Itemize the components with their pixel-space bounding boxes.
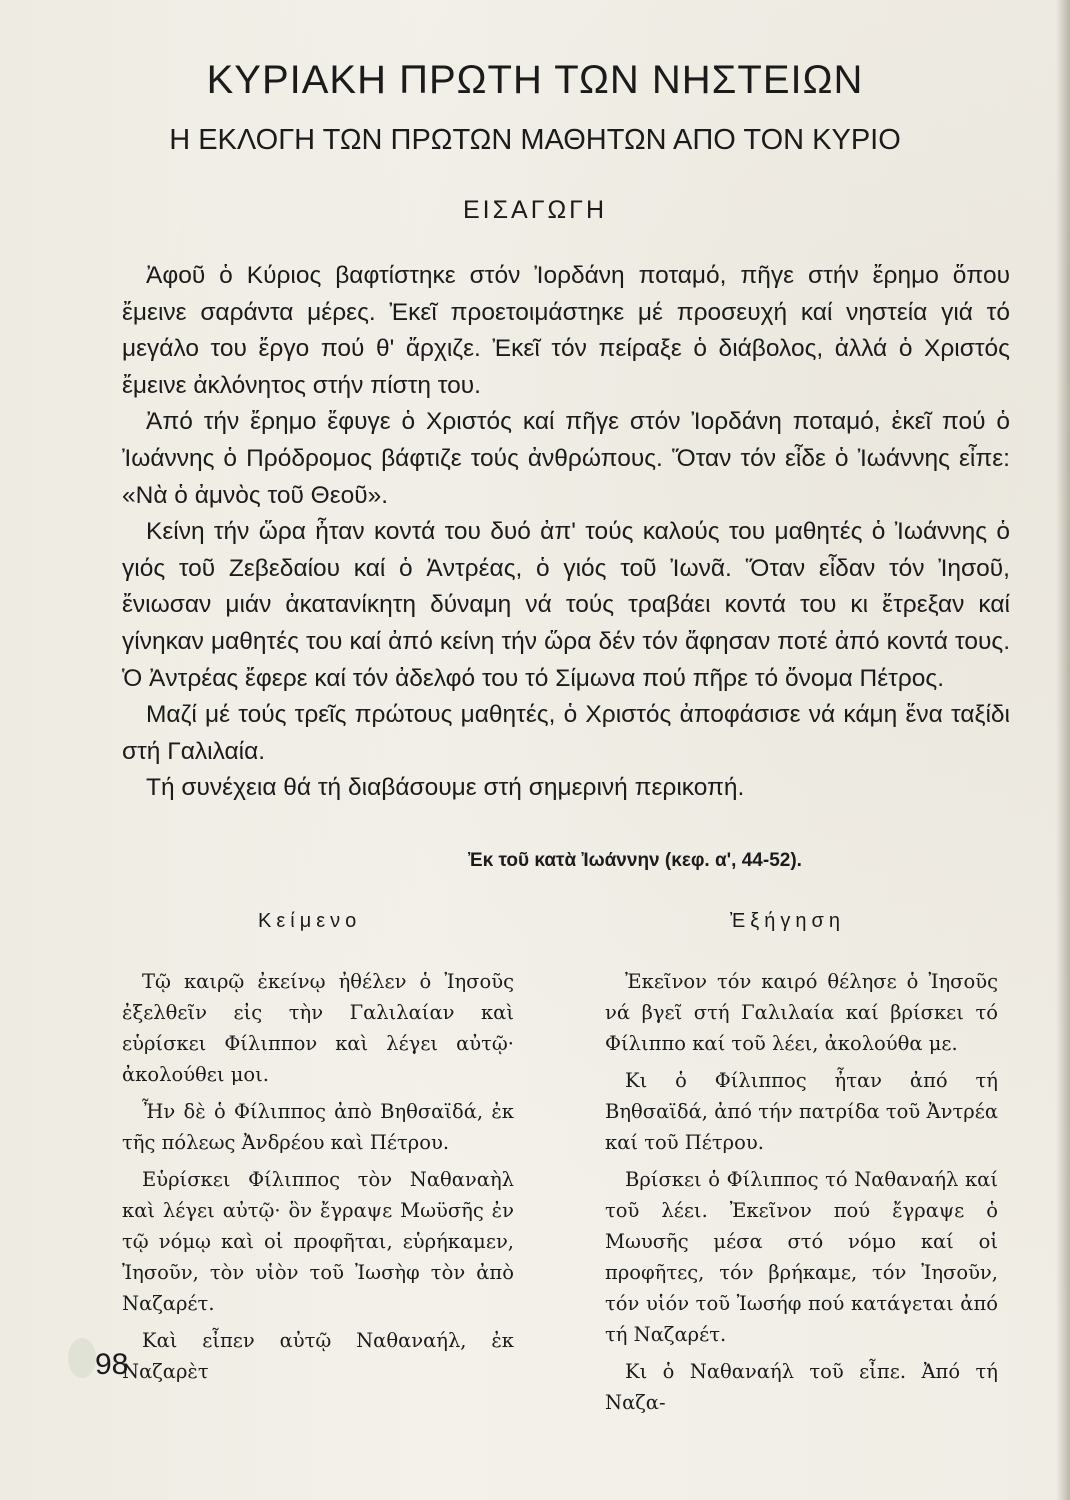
text-paragraph: Ἦν δὲ ὁ Φίλιππος ἀπὸ Βηθσαϊδά, ἐκ τῆς πόλεως Ἀνδρέου καὶ Πέτρου. <box>122 1100 514 1154</box>
page-subtitle: Η ΕΚΛΟΓΗ ΤΩΝ ΠΡΩΤΩΝ ΜΑΘΗΤΩΝ ΑΠΟ ΤΟΝ ΚΥΡΙΟ <box>169 124 901 156</box>
text-paragraph: Καὶ εἶπεν αὐτῷ Ναθαναήλ, ἐκ Ναζαρὲτ <box>122 1329 514 1383</box>
intro-paragraph: Τή συνέχεια θά τή διαβάσουμε στή σημερινή περικοπή. <box>146 774 745 802</box>
original-text-column <box>122 966 514 1393</box>
column-heading-text: Κείμενο <box>258 910 362 932</box>
explanation-paragraph: Βρίσκει ὁ Φίλιππος τό Ναθαναήλ καί τοῦ λέει. Ἐκεῖνον πού ἔγραψε ὁ Μωυσῆς μέσα στό νόμο καί οἱ προφῆτες, τόν βρήκαμε, τόν Ἰησοῦν, τόν υἱόν τοῦ Ἰωσήφ πού κατάγεται ἀπό τή Ναζαρέτ. <box>605 1168 998 1346</box>
intro-paragraph: Ἀφοῦ ὁ Κύριος βαφτίστηκε στόν Ἰορδάνη ποταμό, πῆγε στήν ἔρημο ὅπου ἔμεινε σαράντα μέρες. Ἐκεῖ προετοιμάστηκε μέ προσευχή καί νηστεία γιά τό μεγάλο του ἔργο πού θ' ἄρχιζε. Ἐκεῖ τόν πείραξε ὁ διάβολος, ἀλλά ὁ Χριστός ἔμεινε ἀκλόνητος στήν πίστη του. <box>122 262 1010 399</box>
explanation-paragraph: Κι ὁ Ναθαναήλ τοῦ εἶπε. Ἀπό τή Ναζα- <box>605 1360 998 1414</box>
explanation-column <box>605 966 998 1424</box>
section-heading-introduction: ΕΙΣΑΓΩΓΗ <box>462 196 608 224</box>
scripture-reference: Ἐκ τοῦ κατὰ Ἰωάννην (κεφ. α', 44-52). <box>468 850 802 871</box>
paper-smudge <box>68 1338 96 1378</box>
introduction-body <box>122 258 1010 807</box>
text-paragraph: Εὑρίσκει Φίλιππος τὸν Ναθαναὴλ καὶ λέγει αὐτῷ· ὃν ἔγραψε Μωϋσῆς ἐν τῷ νόμῳ καὶ οἱ προφῆται, εὑρήκαμεν, Ἰησοῦν, τὸν υἱὸν τοῦ Ἰωσὴφ τὸν ἀπὸ Ναζαρέτ. <box>122 1168 514 1315</box>
intro-paragraph: Ἀπό τήν ἔρημο ἔφυγε ὁ Χριστός καί πῆγε στόν Ἰορδάνη ποταμό, ἐκεῖ πού ὁ Ἰωάννης ὁ Πρόδρομος βάφτιζε τούς ἀνθρώπους. Ὅταν τόν εἶδε ὁ Ἰωάννης εἶπε: «Νὰ ὁ ἀμνὸς τοῦ Θεοῦ». <box>122 408 1010 509</box>
column-heading-explanation: Ἐξήγηση <box>730 910 845 932</box>
page-title: ΚΥΡΙΑΚΗ ΠΡΩΤΗ ΤΩΝ ΝΗΣΤΕΙΩΝ <box>206 58 864 102</box>
intro-paragraph: Μαζί μέ τούς τρεῖς πρώτους μαθητές, ὁ Χριστός ἀποφάσισε νά κάμη ἕνα ταξίδι στή Γαλιλαία. <box>122 701 1010 765</box>
text-paragraph: Τῷ καιρῷ ἐκείνῳ ἠθέλεν ὁ Ἰησοῦς ἐξελθεῖν εἰς τὴν Γαλιλαίαν καὶ εὑρίσκει Φίλιππον καὶ λέγει αὐτῷ· ἀκολούθει μοι. <box>122 970 514 1086</box>
intro-paragraph: Κείνη τήν ὥρα ἦταν κοντά του δυό ἀπ' τούς καλούς του μαθητές ὁ Ἰωάννης ὁ γιός τοῦ Ζεβεδαίου καί ὁ Ἀντρέας, ὁ γιός τοῦ Ἰωνᾶ. Ὅταν εἶδαν τόν Ἰησοῦ, ἔνιωσαν μιάν ἀκατανίκητη δύναμη νά τούς τραβάει κοντά του κι ἔτρεξαν καί γίνηκαν μαθητές του καί ἀπό κείνη τήν ὥρα δέν τόν ἄφησαν ποτέ ἀπό κοντά τους. Ὁ Ἀντρέας ἔφερε καί τόν ἀδελφό του τό Σίμωνα πού πῆρε τό ὄνομα Πέτρος. <box>122 518 1010 692</box>
page-edge-shadow <box>1056 0 1070 1500</box>
page-number: 98 <box>95 1348 129 1381</box>
explanation-paragraph: Ἐκεῖνον τόν καιρό θέλησε ὁ Ἰησοῦς νά βγεῖ στή Γαλιλαία καί βρίσκει τό Φίλιππο καί τοῦ λέει, ἀκολούθα με. <box>605 970 998 1055</box>
explanation-paragraph: Κι ὁ Φίλιππος ἦταν ἀπό τή Βηθσαϊδά, ἀπό τήν πατρίδα τοῦ Ἀντρέα καί τοῦ Πέτρου. <box>605 1069 998 1154</box>
